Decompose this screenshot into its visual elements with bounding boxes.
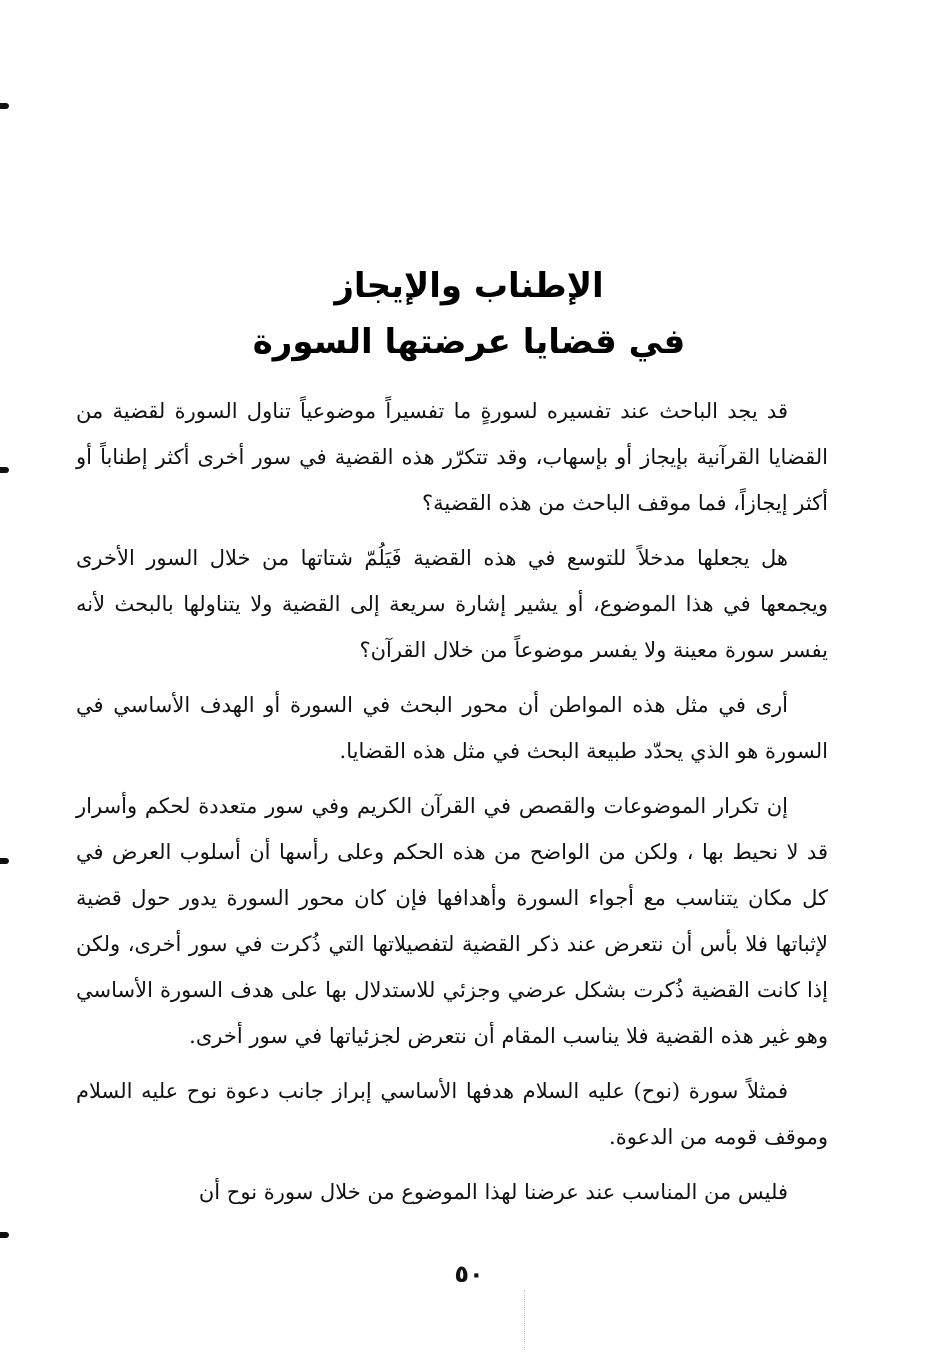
body-text (76, 388, 828, 1224)
paragraph: هل يجعلها مدخلاً للتوسع في هذه القضية فَيَلُمّ شتاتها من خلال السور الأخرى ويجمعها في هذا الموضوع، أو يشير إشارة سريعة إلى القضية ولا يتناولها بالبحث لأنه يفسر سورة معينة ولا يفسر موضوعاً من خلال القرآن؟ (76, 546, 828, 662)
paragraph: فمثلاً سورة (نوح) عليه السلام هدفها الأساسي إبراز جانب دعوة نوح عليه السلام وموقف قومه من الدعوة. (76, 1079, 828, 1149)
page-edge-mark (0, 103, 9, 109)
page-edge-mark (0, 467, 9, 473)
paragraph: إن تكرار الموضوعات والقصص في القرآن الكريم وفي سور متعددة لحكم وأسرار قد لا نحيط بها ، ولكن من الواضح من هذه الحكم وعلى رأسها أن أسلوب العرض في كل مكان يتناسب مع أجواء السورة وأهدافها فإن كان محور السورة يدور حول قضية لإثباتها فلا بأس أن نتعرض عند ذكر القضية لتفصيلاتها التي ذُكرت في سور أخرى، ولكن إذا كانت القضية ذُكرت بشكل عرضي وجزئي للاستدلال بها على هدف السورة الأساسي وهو غير هذه القضية فلا يناسب المقام أن نتعرض لجزئياتها في سور أخرى. (76, 794, 828, 1048)
page-edge-mark (0, 858, 9, 864)
chapter-title-line-2: في قضايا عرضتها السورة (252, 322, 686, 362)
paragraph: فليس من المناسب عند عرضنا لهذا الموضوع من خلال سورة نوح أن (198, 1180, 788, 1204)
scan-fold-line (524, 1290, 526, 1350)
paragraph: أرى في مثل هذه المواطن أن محور البحث في السورة أو الهدف الأساسي في السورة هو الذي يحدّد طبيعة البحث في مثل هذه القضايا. (76, 693, 828, 763)
page-edge-mark (0, 1232, 9, 1238)
page-number: ٥٠ (454, 1260, 484, 1288)
paragraph: قد يجد الباحث عند تفسيره لسورةٍ ما تفسيراً موضوعياً تناول السورة لقضية من القضايا القرآنية بإيجاز أو بإسهاب، وقد تتكرّر هذه القضية في سور أخرى أكثر إطناباً أو أكثر إيجازاً، فما موقف الباحث من هذه القضية؟ (76, 399, 828, 515)
chapter-title-line-1: الإطناب والإيجاز (334, 266, 604, 306)
chapter-title (0, 258, 938, 370)
